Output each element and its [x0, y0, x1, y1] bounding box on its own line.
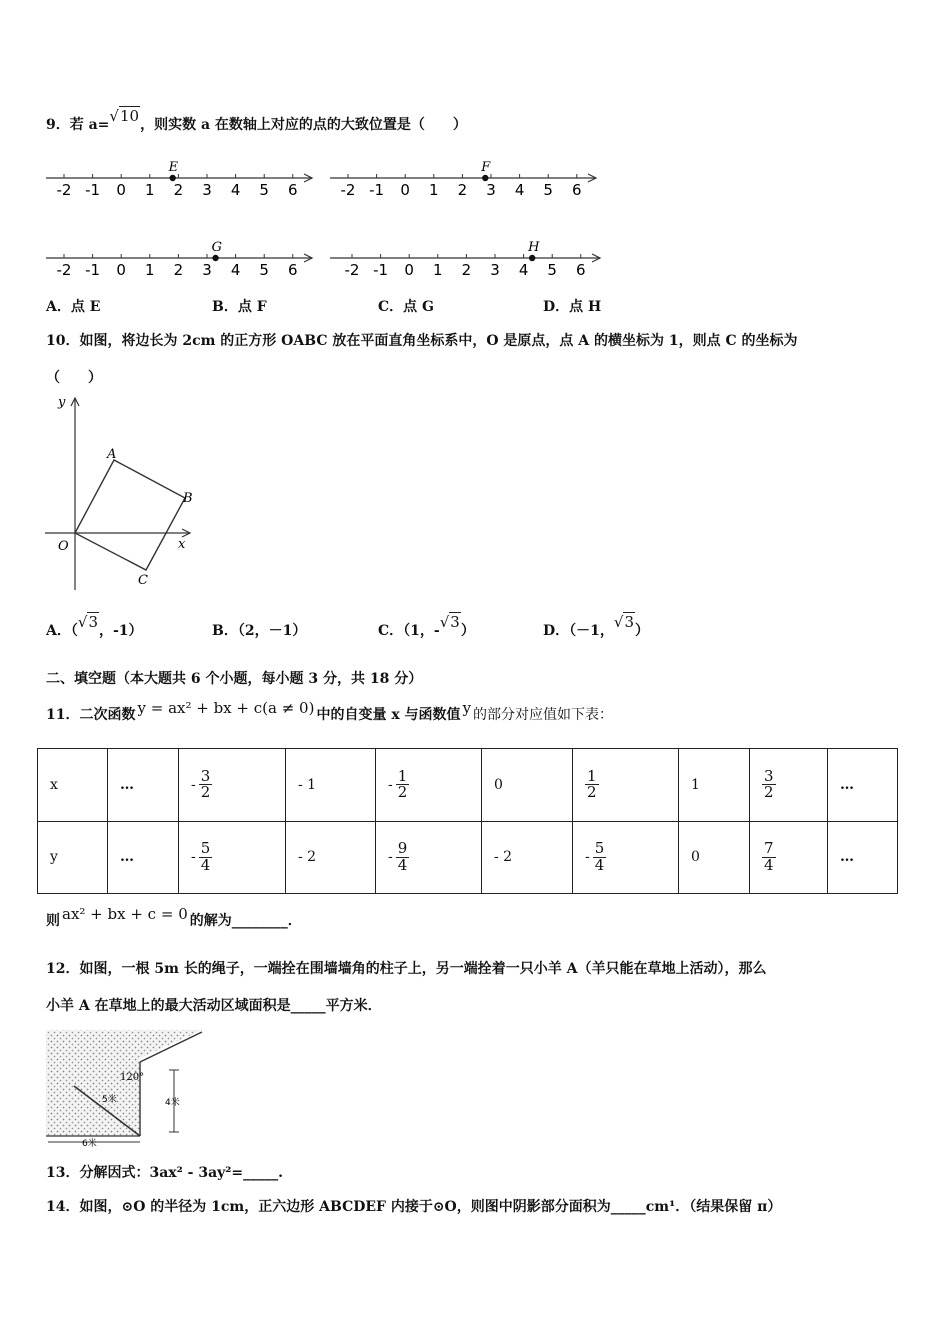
q11-followup [46, 905, 302, 930]
table-cell: $\frac{7}{4}$ [750, 821, 828, 894]
number-line-tick-label: 4 [514, 181, 525, 199]
number-line-tick-label: 1 [145, 181, 155, 199]
q10-option-d-pre: D．（－1， [543, 623, 614, 639]
q14-stem: 14．如图，⊙O 的半径为 1cm，正六边形 ABCDEF 内接于⊙O，则图中阴影部分面积为_____cm¹．（结果保留 π） [46, 1199, 782, 1215]
q10-option-d-radicand: 3 [624, 613, 634, 631]
number-line-tick-label: 4 [230, 181, 241, 199]
point-h-label: H [528, 240, 540, 255]
point-o-label: O [58, 539, 69, 554]
table-cell: 0 [482, 749, 573, 822]
table-row-header: x [38, 749, 108, 822]
point-e-dot [169, 175, 175, 181]
number-line-tick-label: -1 [85, 181, 101, 199]
q10-option-b-text: B．（2，－1） [212, 623, 307, 639]
q11-prefix: 11．二次函数 [46, 707, 136, 723]
number-line-tick-label: 4 [518, 261, 529, 279]
q12-stem-line2: 小羊 A 在草地上的最大活动区域面积是_____平方米． [46, 998, 382, 1014]
point-b-label: B [183, 491, 193, 506]
q11-yvar: y [462, 699, 472, 717]
q10-option-a-sqrt: √3 [77, 613, 98, 631]
q12-figure [44, 1028, 206, 1148]
q10-stem-line2: （ ） [46, 370, 102, 386]
q10-option-a-post: ，-1） [98, 623, 143, 639]
table-cell: - 2 [482, 821, 573, 894]
q9-radicand: 10 [119, 107, 140, 125]
section-title: 二、填空题（本大题共 6 个小题，每小题 3 分，共 18 分） [46, 671, 423, 687]
number-line-tick-label: 6 [576, 261, 586, 279]
number-line-tick-label: 2 [173, 261, 184, 279]
q11-formula: y = ax² + bx + c(a ≠ 0) [137, 699, 315, 717]
table-cell: - $\frac{1}{2}$ [376, 749, 482, 822]
number-line-tick-label: 0 [116, 261, 126, 279]
q9-option-c[interactable]: C．点 G [378, 299, 434, 315]
table-cell: $\frac{3}{2}$ [750, 749, 828, 822]
q9-number-lines [0, 150, 950, 290]
y-axis-label: y [58, 395, 66, 410]
number-line-tick-label: 5 [259, 181, 269, 199]
q10-option-d[interactable] [543, 613, 649, 640]
angle-label: 120° [120, 1072, 145, 1083]
q11-suffix: 的部分对应值如下表： [473, 707, 614, 723]
q12-stem-line1: 12．如图，一根 5m 长的绳子，一端拴在围墙墙角的柱子上，另一端拴着一只小羊 A（羊只能在草地上活动），那么 [46, 961, 767, 977]
number-line-tick-label: 2 [461, 261, 472, 279]
base-length-label: 6米 [82, 1139, 97, 1148]
point-c-label: C [138, 573, 148, 588]
q11-mid: 中的自变量 x 与函数值 [316, 707, 461, 723]
q13-stem: 13．分解因式：3ax² - 3ay²=_____. [46, 1165, 284, 1181]
point-f-dot [482, 175, 488, 181]
number-line-tick-label: 5 [543, 181, 553, 199]
number-line-tick-label: 6 [572, 181, 582, 199]
number-line-tick-label: 6 [288, 261, 298, 279]
point-h-dot [529, 255, 535, 261]
q9-option-d[interactable]: D．点 H [543, 299, 602, 315]
square-oabc [75, 460, 185, 570]
table-cell: 1 [679, 749, 750, 822]
number-line-tick-label: 0 [404, 261, 414, 279]
q9-suffix: ，则实数 a 在数轴上对应的点的大致位置是（ ） [140, 117, 467, 133]
number-line-tick-label: 5 [259, 261, 269, 279]
number-line-tick-label: 5 [547, 261, 557, 279]
number-line-tick-label: -2 [56, 261, 72, 279]
q10-option-b[interactable] [212, 620, 306, 640]
point-e-label: E [168, 160, 179, 175]
table-row-y [38, 821, 898, 894]
number-line-tick-label: 1 [145, 261, 155, 279]
q10-option-d-post: ） [635, 623, 649, 639]
q10-option-a[interactable] [46, 613, 143, 640]
number-line-tick-label: -1 [85, 261, 101, 279]
q9-prefix: 9．若 a= [46, 117, 110, 133]
q11-after-prefix: 则 [46, 913, 60, 929]
number-line-tick-label: 2 [457, 181, 468, 199]
number-line-tick-label: 3 [490, 261, 500, 279]
q10-option-d-sqrt: √3 [613, 613, 634, 631]
number-line-tick-label: 2 [173, 181, 184, 199]
number-line-tick-label: 1 [429, 181, 439, 199]
q10-option-a-pre: A．（ [46, 623, 78, 639]
q9-sqrt: √10 [109, 107, 140, 125]
point-g-dot [212, 255, 218, 261]
table-cell: - $\frac{3}{2}$ [179, 749, 286, 822]
table-cell: … [108, 821, 179, 894]
number-line-tick-label: 1 [433, 261, 443, 279]
x-axis-label: x [178, 537, 186, 552]
q10-stem-line1: 10．如图，将边长为 2cm 的正方形 OABC 放在平面直角坐标系中，O 是原点，点 A 的横坐标为 1，则点 C 的坐标为 [46, 333, 798, 349]
q10-option-c-radicand: 3 [450, 613, 460, 631]
q11-stem [46, 699, 614, 724]
table-cell: - 1 [286, 749, 376, 822]
wall-length-label: 4米 [165, 1098, 180, 1108]
number-line-tick-label: 3 [486, 181, 496, 199]
number-line-tick-label: 3 [202, 261, 212, 279]
table-cell: … [108, 749, 179, 822]
q9-option-b[interactable]: B．点 F [212, 299, 267, 315]
table-cell: - 2 [286, 821, 376, 894]
q10-option-c-post: ） [460, 623, 475, 639]
number-line-tick-label: 0 [400, 181, 410, 199]
table-row-header: y [38, 821, 108, 894]
number-line-tick-label: -1 [373, 261, 389, 279]
table-cell: - $\frac{9}{4}$ [376, 821, 482, 894]
q9-option-a[interactable]: A．点 E [46, 299, 101, 315]
table-cell: - $\frac{5}{4}$ [573, 821, 679, 894]
table-cell: - $\frac{5}{4}$ [179, 821, 286, 894]
table-row-x [38, 749, 898, 822]
q10-option-c-sqrt: √3 [439, 613, 460, 631]
table-cell: $\frac{1}{2}$ [573, 749, 679, 822]
table-cell: … [828, 821, 898, 894]
rope-length-label: 5米 [102, 1095, 117, 1105]
number-line-tick-label: 6 [288, 181, 298, 199]
number-line-tick-label: 0 [116, 181, 126, 199]
table-cell: … [828, 749, 898, 822]
number-line-tick-label: 3 [202, 181, 212, 199]
number-line-tick-label: 4 [230, 261, 241, 279]
grass-area [46, 1030, 202, 1136]
q11-value-table [37, 748, 898, 894]
number-line-tick-label: -2 [344, 261, 360, 279]
q11-after-suffix: 的解为________． [189, 913, 302, 929]
q9-stem [46, 107, 467, 134]
table-cell: 0 [679, 821, 750, 894]
q11-after-formula: ax² + bx + c = 0 [62, 905, 188, 923]
point-g-label: G [211, 240, 222, 255]
q10-option-c[interactable] [378, 613, 475, 640]
point-a-label: A [107, 447, 117, 462]
q10-option-a-radicand: 3 [88, 613, 98, 631]
number-line-tick-label: -1 [369, 181, 385, 199]
q10-option-c-pre: C．（1，- [378, 623, 440, 639]
point-f-label: F [481, 160, 491, 175]
q10-figure [40, 390, 210, 590]
number-line-tick-label: -2 [56, 181, 72, 199]
number-line-tick-label: -2 [340, 181, 356, 199]
